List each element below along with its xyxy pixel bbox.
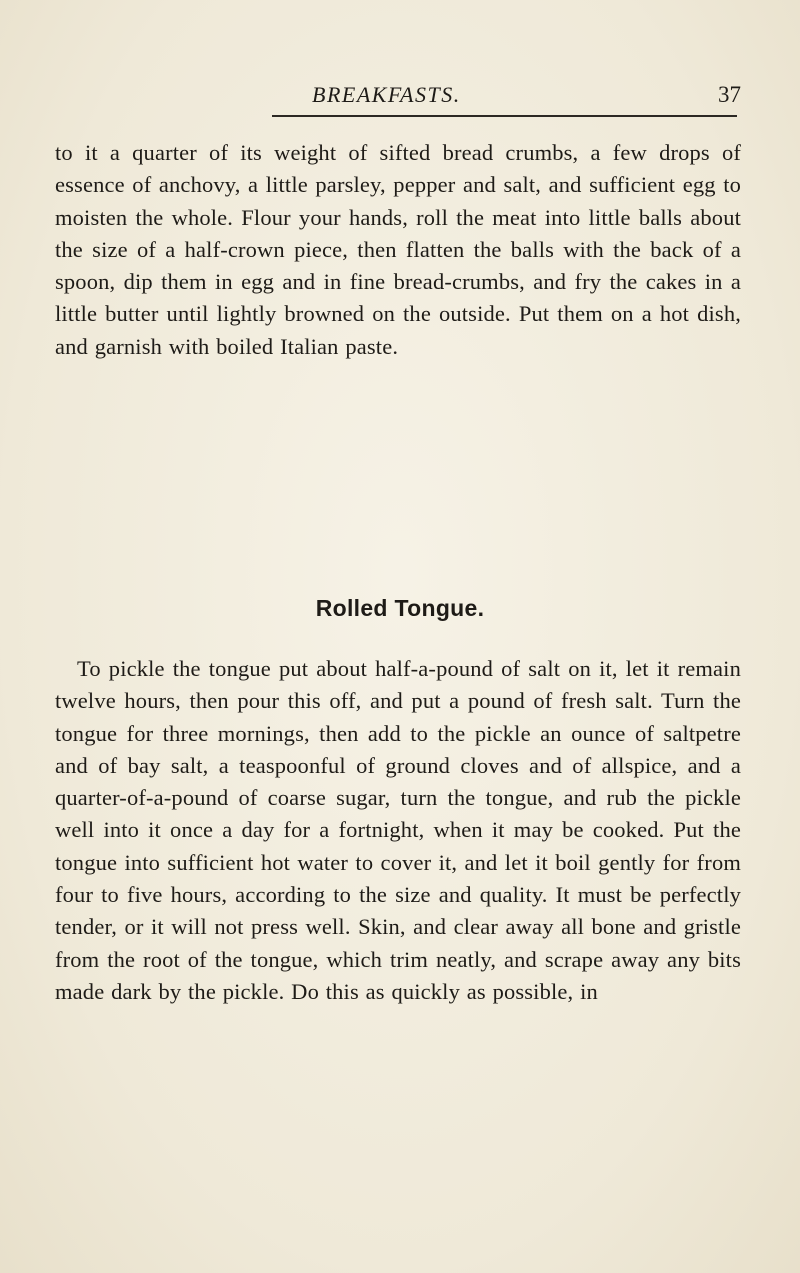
continuation-text: to it a quarter of its weight of sifted bread crumbs, a few drops of essence of anchovy, a little parsley, pepper and salt, and sufficient egg to moisten the whole. Flour your hands, roll the meat into little balls about the size of a half-crown piece, then flatten the balls with the back of a spoon, dip them in egg and in fine bread-crumbs, and fry the cakes in a little butter until lightly browned on the outside. Put them on a hot dish, and garnish with boiled Italian paste. [55,140,741,359]
recipe-text: To pickle the tongue put about half-a-pound of salt on it, let it remain twelve hours, then pour this off, and put a pound of fresh salt. Turn the tongue for three mornings, then add to the pickle an ounce of saltpetre and of bay salt, a teaspoonful of ground cloves and of allspice, and a quarter-of-a-pound of coarse sugar, turn the tongue, and rub the pickle well into it once a day for a fortnight, when it may be cooked. Put the tongue into sufficient hot water to cover it, and let it boil gently for from four to five hours, according to the size and quality. It must be perfectly tender, or it will not press well. Skin, and clear away all bone and gristle from the root of the tongue, which trim neatly, and scrape away any bits made dark by the pickle. Do this as quickly as possible, in [55,656,741,1004]
recipe-paragraph [55,653,741,1008]
continuation-paragraph [55,137,741,363]
header-rule [272,115,737,117]
page-number: 37 [718,82,741,107]
running-title: BREAKFASTS. [312,82,461,107]
running-head [0,80,800,110]
section-heading: Rolled Tongue. [315,595,485,621]
